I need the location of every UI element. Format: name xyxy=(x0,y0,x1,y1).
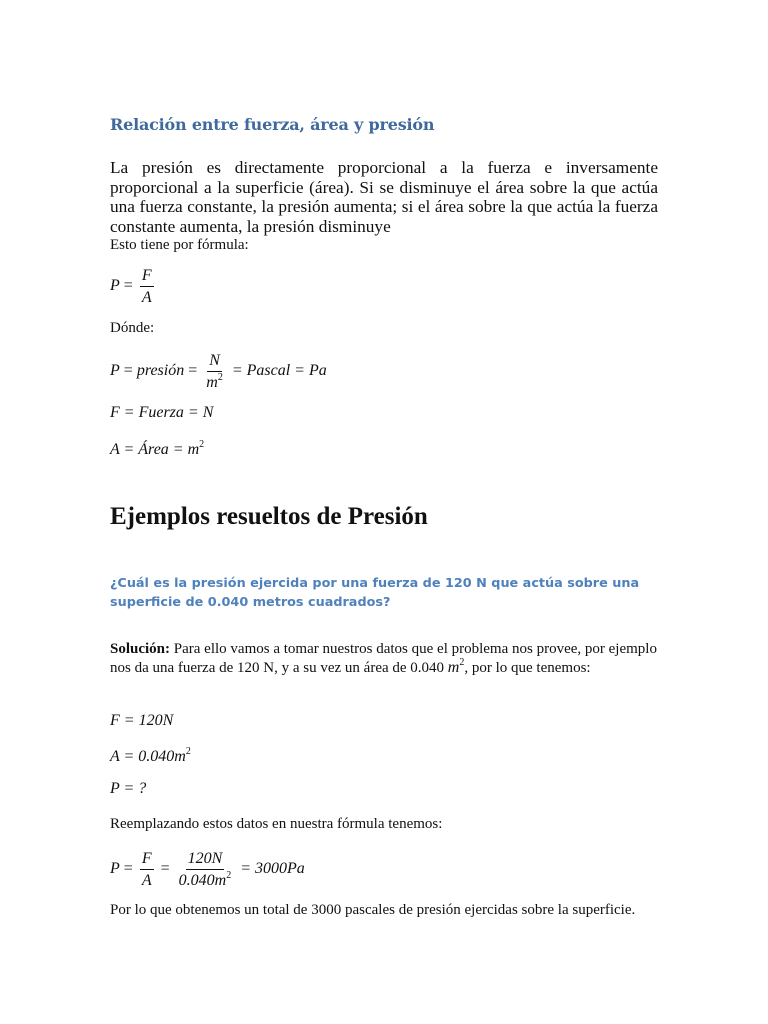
unit-fraction: $\frac{N}{m^2}$ xyxy=(206,352,223,391)
calc-fraction-symbolic: $\frac{F}{A}$ xyxy=(141,850,152,889)
examples-heading: Ejemplos resueltos de Presión xyxy=(110,503,428,530)
solution-paragraph: Solución: Para ello vamos a tomar nuestros datos que el problema nos provee, por ejemplo nos da una fuerza de 120 N, y a su vez un área de 0.040 $m^2$, por lo que tenemos: xyxy=(110,641,657,676)
given-pressure: P = ? xyxy=(110,780,147,797)
definition-area: A = Área = $m^2$ xyxy=(110,439,205,458)
section-heading: Relación entre fuerza, área y presión xyxy=(110,115,435,134)
where-label: Dónde: xyxy=(110,320,155,336)
definition-force: F = Fuerza = N xyxy=(110,404,214,421)
intro-paragraph: La presión es directamente proporcional a la fuerza e inversamente proporcional a la superficie (área). Si se disminuye el área sobre la que actúa una fuerza constante, la presión aumenta; si el área sobre la que actúa la fuerza constante aumenta, la presión disminuye Esto tiene por fórmula: xyxy=(110,158,658,256)
formula-fraction: $\frac{F}{A}$ xyxy=(141,267,152,306)
solution-label: Solución: xyxy=(110,641,171,657)
given-force: F = 120N xyxy=(110,712,174,729)
calc-fraction-numeric: $\frac{120N}{0.040m^2}$ xyxy=(178,850,232,889)
conclusion: Por lo que obtenemos un total de 3000 pascales de presión ejercidas sobre la superficie. xyxy=(110,902,636,918)
definition-pressure: P = presión = $\frac{N}{m^2}$ = Pascal = Pa xyxy=(110,352,327,391)
calculation: P = $\frac{F}{A}$ = $\frac{120N}{0.040m^2}$ = 3000Pa xyxy=(110,850,305,889)
replace-text: Reemplazando estos datos en nuestra fórmula tenemos: xyxy=(110,816,443,832)
example-question: ¿Cuál es la presión ejercida por una fuerza de 120 N que actúa sobre una superficie de 0.040 metros cuadrados? xyxy=(110,576,640,610)
pressure-formula: P = $\frac{F}{A}$ xyxy=(110,267,152,306)
given-area: $A = 0.040m^2$ xyxy=(110,746,191,765)
formula-intro: Esto tiene por fórmula: xyxy=(110,237,249,254)
